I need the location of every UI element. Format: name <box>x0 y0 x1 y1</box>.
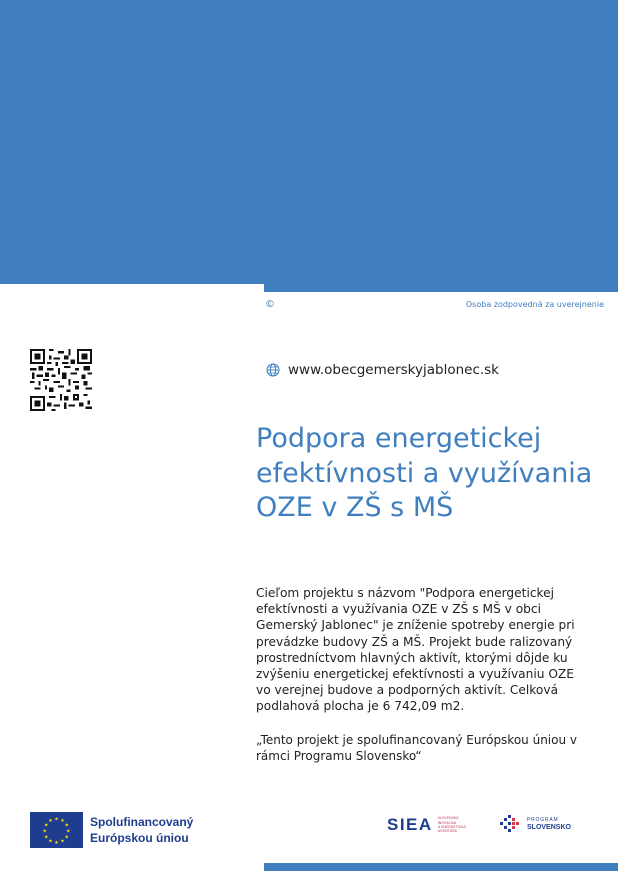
responsible-person-label: Osoba zodpovedná za uverejnenie <box>465 300 604 309</box>
globe-icon <box>266 363 280 377</box>
siea-wordmark: SIEA <box>387 815 433 834</box>
svg-text:★: ★ <box>42 828 47 835</box>
eu-flag-icon <box>30 812 83 848</box>
website-link[interactable]: www.obecgemerskyjablonec.sk <box>288 362 500 378</box>
svg-text:★: ★ <box>48 818 53 824</box>
project-description: Cieľom projektu s názvom "Podpora energetickej efektívnosti a využívania OZE v ZŠ s MŠ v obci Gemerský Jablonec" je zníženie spotreby energie pri prevádzke budovy ZŠ a MŠ. Projekt bude ralizovaný prostredníctvom hlavných aktivít, ktorými dôjde ku zvýšeniu energetickej efektívnosti a využívaniu OZE vo verejnej budove a podporných aktivít. Celková podlahová plocha je 6 742,09 m2. <box>256 586 575 714</box>
copyright-mark: © <box>265 299 275 310</box>
program-slovensko-mark-icon <box>500 815 522 833</box>
top-banner-tab <box>264 284 618 292</box>
svg-text:★: ★ <box>60 838 65 845</box>
svg-text:★: ★ <box>64 822 70 829</box>
eu-label-line-1: Spolufinancovaný <box>90 815 194 829</box>
svg-text:★: ★ <box>54 840 59 847</box>
svg-text:★: ★ <box>66 828 71 835</box>
siea-sub-line-3: A ENERGETICKÁ <box>437 825 466 829</box>
siea-sub-line-1: SLOVENSKÁ <box>437 816 459 821</box>
siea-logo <box>387 815 466 835</box>
siea-sub-line-4: AGENTÚRA <box>437 829 457 834</box>
siea-subtitle <box>438 816 466 833</box>
siea-sub-line-2: INOVAČNÁ <box>437 820 456 825</box>
svg-text:★: ★ <box>60 818 65 824</box>
svg-text:★: ★ <box>43 822 49 829</box>
qr-code <box>30 349 92 411</box>
program-label: PROGRAM <box>527 816 559 823</box>
svg-text:★: ★ <box>43 834 49 841</box>
top-banner <box>0 0 618 284</box>
bottom-bar <box>264 863 618 871</box>
project-title: Podpora energetickej efektívnosti a využívania OZE v ZŠ s MŠ <box>256 423 593 523</box>
slovensko-label: SLOVENSKO <box>527 824 571 831</box>
eu-label-line-2: Európskou úniou <box>90 831 189 845</box>
svg-text:★: ★ <box>64 834 70 841</box>
program-slovensko-logo <box>500 815 571 833</box>
eu-cofunding-label <box>90 814 193 846</box>
svg-text:★: ★ <box>48 838 53 845</box>
svg-text:★: ★ <box>54 816 59 823</box>
website-row[interactable] <box>266 362 499 378</box>
cofunding-statement: „Tento projekt je spolufinancovaný Európskou úniou v rámci Programu Slovensko“ <box>256 733 577 763</box>
